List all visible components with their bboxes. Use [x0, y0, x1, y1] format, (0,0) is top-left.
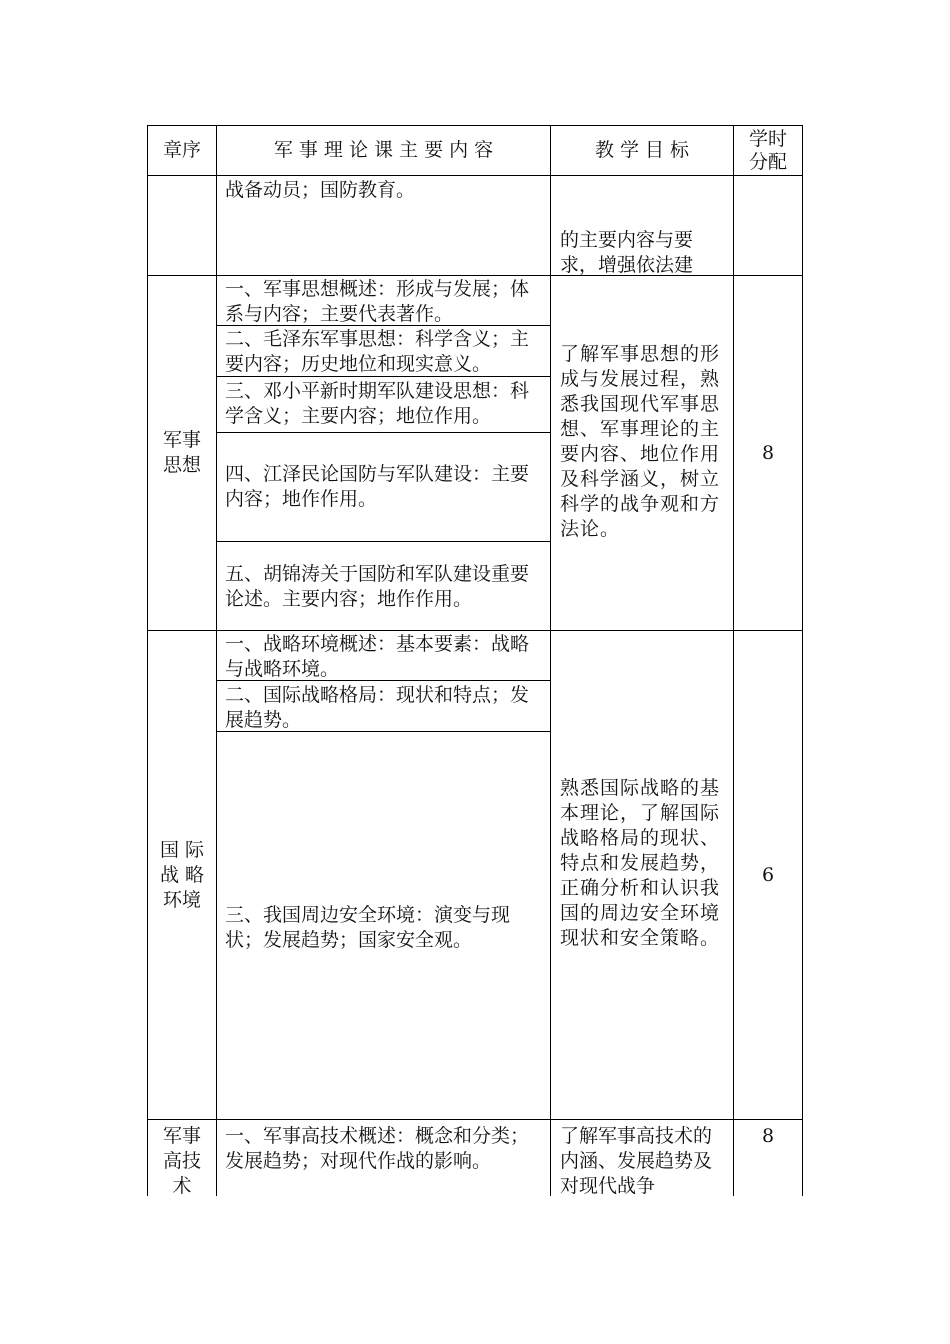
hours-value: 8: [761, 1125, 775, 1147]
content-item: 三、我国周边安全环境：演变与现状；发展趋势；国家安全观。: [225, 904, 511, 951]
goal-text: 了解军事思想的形成与发展过程，熟悉我国现代军事思想、军事理论的主要内容、地位作用及科学涵义，树立科学的战争观和方法论。: [560, 343, 721, 540]
section-divider-2: [147, 630, 803, 631]
section-divider-3: [147, 1119, 803, 1120]
header-hours: 学时 分配: [748, 127, 787, 173]
chapter-label: 军事 高技 术: [162, 1125, 201, 1197]
content-item: 战备动员；国防教育。: [225, 179, 416, 201]
column-divider-content: [550, 125, 551, 1196]
header-row-divider: [147, 175, 803, 176]
hours-value: 6: [761, 863, 775, 886]
chapter-label: 军事 思想: [162, 429, 201, 476]
content-item: 四、江泽民论国防与军队建设：主要内容；地作作用。: [225, 463, 530, 510]
header-content: 军 事 理 论 课 主 要 内 容: [273, 139, 494, 161]
item-divider: [216, 432, 551, 433]
chapter-label: 国 际 战 略 环境: [159, 838, 205, 911]
content-item: 二、毛泽东军事思想：科学含义；主要内容；历史地位和现实意义。: [225, 328, 530, 375]
content-item: 一、军事高技术概述：概念和分类；发展趋势；对现代作战的影响。: [225, 1125, 530, 1172]
goal-text: 熟悉国际战略的基本理论，了解国际战略格局的现状、特点和发展趋势，正确分析和认识我国的周边安全环境现状和安全策略。: [560, 777, 721, 949]
content-item: 一、战略环境概述：基本要素：战略与战略环境。: [225, 633, 530, 680]
content-item: 三、邓小平新时期军队建设思想：科学含义；主要内容；地位作用。: [225, 380, 530, 427]
content-item: 二、国际战略格局：现状和特点；发展趋势。: [225, 684, 530, 731]
column-divider-chapter: [216, 125, 217, 1196]
content-item: 五、胡锦涛关于国防和军队建设重要论述。主要内容；地作作用。: [225, 563, 530, 610]
content-item: 一、军事思想概述：形成与发展；体系与内容；主要代表著作。: [225, 278, 530, 325]
item-divider: [216, 541, 551, 542]
goal-text: 的主要内容与要求，增强依法建: [560, 229, 694, 276]
goal-text: 了解军事高技术的内涵、发展趋势及对现代战争: [560, 1125, 713, 1197]
header-chapter: 章序: [162, 139, 201, 161]
hours-value: 8: [761, 441, 775, 464]
header-goal: 教 学 目 标: [594, 139, 690, 161]
table-border-right: [802, 125, 803, 1196]
